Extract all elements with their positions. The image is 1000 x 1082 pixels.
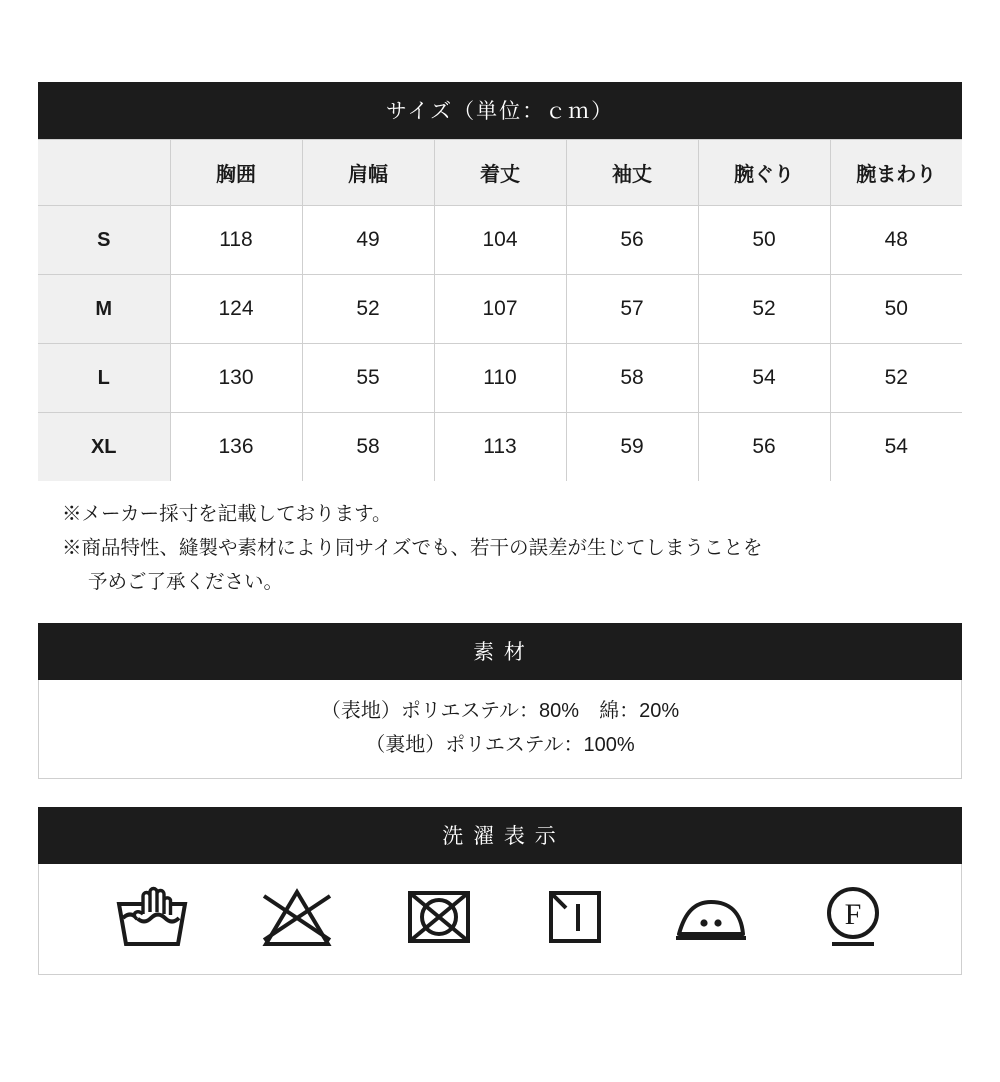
material-lining: （裏地）ポリエステル：100% [365,734,635,757]
cell-m-bust: 124 [170,275,302,344]
material-outer: （表地）ポリエステル：80% 綿：20% [320,700,680,723]
iron-low-icon [671,884,751,950]
product-spec-page [0,82,1000,1082]
material-section-title: 素 材 [38,623,962,680]
wash-care-section [38,807,962,975]
line-dry-icon [542,884,604,950]
size-section [38,82,962,481]
table-row [38,344,962,413]
note-line-2: ※商品特性、縫製や素材により同サイズでも、若干の誤差が生じてしまうことを [62,537,763,560]
column-header-length: 着丈 [434,140,566,206]
wash-care-icon-row [39,882,961,952]
note-line-3: 予めご了承ください。 [88,571,284,594]
cell-l-bust: 130 [170,344,302,413]
material-section-body [38,680,962,779]
wash-care-section-title: 洗 濯 表 示 [38,807,962,864]
row-header-size-m: M [38,275,170,344]
table-row [38,275,962,344]
size-section-title: サイズ（単位：ｃｍ） [38,82,962,139]
svg-text:F: F [844,898,861,932]
no-bleach-icon [258,884,336,950]
cell-m-armhole: 52 [698,275,830,344]
cell-xl-shoulder: 58 [302,413,434,482]
column-header-armcircumference: 腕まわり [830,140,962,206]
cell-xl-length: 113 [434,413,566,482]
cell-m-shoulder: 52 [302,275,434,344]
cell-xl-armcircumference: 54 [830,413,962,482]
column-header-shoulder: 肩幅 [302,140,434,206]
cell-m-sleeve: 57 [566,275,698,344]
row-header-size-xl: XL [38,413,170,482]
no-tumble-dry-icon [403,884,475,950]
table-header-row [38,140,962,206]
table-row [38,413,962,482]
size-column-header [38,140,170,206]
note-line-1: ※メーカー採寸を記載しております。 [62,503,392,525]
table-row [38,206,962,275]
cell-xl-sleeve: 59 [566,413,698,482]
cell-s-armcircumference: 48 [830,206,962,275]
hand-wash-icon [113,884,191,950]
column-header-armhole: 腕ぐり [698,140,830,206]
cell-s-armhole: 50 [698,206,830,275]
cell-m-armcircumference: 50 [830,275,962,344]
wash-care-body [38,864,962,975]
cell-s-sleeve: 56 [566,206,698,275]
column-header-bust: 胸囲 [170,140,302,206]
cell-s-bust: 118 [170,206,302,275]
cell-l-armcircumference: 52 [830,344,962,413]
material-section [38,623,962,779]
cell-l-shoulder: 55 [302,344,434,413]
size-table [38,139,962,481]
measurement-notes [38,497,962,599]
cell-s-length: 104 [434,206,566,275]
size-table-body [38,206,962,482]
size-table-head [38,140,962,206]
dry-clean-f-icon [818,882,888,952]
cell-xl-armhole: 56 [698,413,830,482]
row-header-size-l: L [38,344,170,413]
cell-s-shoulder: 49 [302,206,434,275]
cell-l-armhole: 54 [698,344,830,413]
cell-m-length: 107 [434,275,566,344]
cell-l-length: 110 [434,344,566,413]
cell-xl-bust: 136 [170,413,302,482]
row-header-size-s: S [38,206,170,275]
column-header-sleeve: 袖丈 [566,140,698,206]
cell-l-sleeve: 58 [566,344,698,413]
